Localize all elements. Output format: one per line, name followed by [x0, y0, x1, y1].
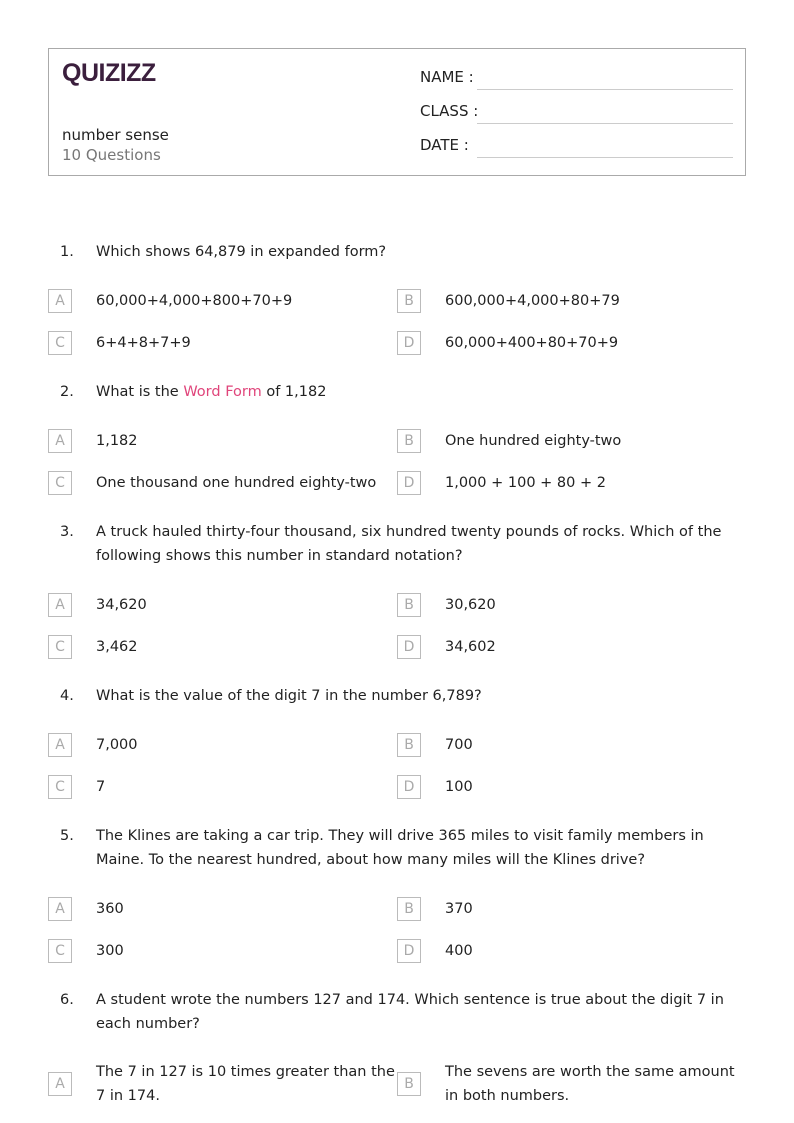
option-letter-box[interactable]: A — [48, 593, 72, 617]
option-text: 700 — [445, 737, 473, 753]
option-letter-box[interactable]: D — [397, 331, 421, 355]
option-text: 6+4+8+7+9 — [96, 335, 191, 351]
option-text: The 7 in 127 is 10 times greater than the 7 in 174. — [96, 1064, 395, 1104]
question-text-segment: A truck hauled thirty-four thousand, six hundred twenty pounds of rocks. Which of the following shows this number in standard notation? — [96, 524, 722, 564]
name-line[interactable] — [477, 89, 733, 90]
option-letter-box[interactable]: A — [48, 733, 72, 757]
option-text: 7,000 — [96, 737, 138, 753]
option-text: 60,000+4,000+800+70+9 — [96, 293, 293, 309]
question-text-segment: What is the — [96, 384, 184, 400]
question-text — [96, 684, 736, 708]
option-letter-box[interactable]: C — [48, 939, 72, 963]
option-text: 7 — [96, 779, 106, 795]
question-text-segment: A student wrote the numbers 127 and 174. Which sentence is true about the digit 7 in each number? — [96, 992, 724, 1032]
option-text: 600,000+4,000+80+79 — [445, 293, 620, 309]
option-letter-box[interactable]: B — [397, 289, 421, 313]
question-number: 2. — [60, 384, 74, 400]
date-line[interactable] — [477, 157, 733, 158]
class-line[interactable] — [477, 123, 733, 124]
question-count: 10 Questions — [62, 146, 161, 164]
date-label: DATE : — [420, 136, 469, 154]
question-text-segment: What is the value of the digit 7 in the number 6,789? — [96, 688, 482, 704]
option-letter-box[interactable]: B — [397, 733, 421, 757]
option-text: 1,000 + 100 + 80 + 2 — [445, 475, 606, 491]
option-text: One hundred eighty-two — [445, 433, 622, 449]
question-number: 4. — [60, 688, 74, 704]
option-text: 360 — [96, 901, 124, 917]
question-number: 1. — [60, 244, 74, 260]
option-letter-box[interactable]: A — [48, 429, 72, 453]
option-letter-box[interactable]: B — [397, 897, 421, 921]
option-text: 1,182 — [96, 433, 138, 449]
option-text: 370 — [445, 901, 473, 917]
option-letter-box[interactable]: C — [48, 775, 72, 799]
option-letter-box[interactable]: B — [397, 593, 421, 617]
option-text: The sevens are worth the same amount in both numbers. — [445, 1064, 735, 1104]
name-label: NAME : — [420, 68, 474, 86]
question-text — [96, 240, 736, 264]
question-number: 5. — [60, 828, 74, 844]
worksheet-header — [48, 48, 746, 176]
option-letter-box[interactable]: D — [397, 775, 421, 799]
option-letter-box[interactable]: D — [397, 939, 421, 963]
quizizz-logo: QUIZIZZ — [62, 59, 156, 87]
question-text — [96, 824, 736, 872]
option-letter-box[interactable]: B — [397, 1072, 421, 1096]
question-text — [96, 988, 736, 1036]
option-letter-box[interactable]: D — [397, 635, 421, 659]
class-label: CLASS : — [420, 102, 479, 120]
option-letter-box[interactable]: C — [48, 635, 72, 659]
option-letter-box[interactable]: B — [397, 429, 421, 453]
option-text: 3,462 — [96, 639, 138, 655]
option-text: One thousand one hundred eighty-two — [96, 475, 377, 491]
option-text: 100 — [445, 779, 473, 795]
question-text — [96, 520, 736, 568]
question-text-segment: of 1,182 — [261, 384, 327, 400]
option-text: 60,000+400+80+70+9 — [445, 335, 619, 351]
option-text: 300 — [96, 943, 124, 959]
option-letter-box[interactable]: D — [397, 471, 421, 495]
question-number: 3. — [60, 524, 74, 540]
option-letter-box[interactable]: A — [48, 1072, 72, 1096]
highlighted-term: Word Form — [183, 384, 262, 400]
option-letter-box[interactable]: A — [48, 897, 72, 921]
question-text-segment: Which shows 64,879 in expanded form? — [96, 244, 387, 260]
option-text: 400 — [445, 943, 473, 959]
option-letter-box[interactable]: A — [48, 289, 72, 313]
option-text: 34,620 — [96, 597, 147, 613]
question-number: 6. — [60, 992, 74, 1008]
question-text-segment: The Klines are taking a car trip. They will drive 365 miles to visit family members in Maine. To the nearest hundred, about how many miles will the Klines drive? — [96, 828, 704, 868]
option-text: 30,620 — [445, 597, 496, 613]
option-letter-box[interactable]: C — [48, 471, 72, 495]
option-text: 34,602 — [445, 639, 496, 655]
worksheet-title: number sense — [62, 126, 169, 144]
option-letter-box[interactable]: C — [48, 331, 72, 355]
question-text — [96, 380, 736, 404]
